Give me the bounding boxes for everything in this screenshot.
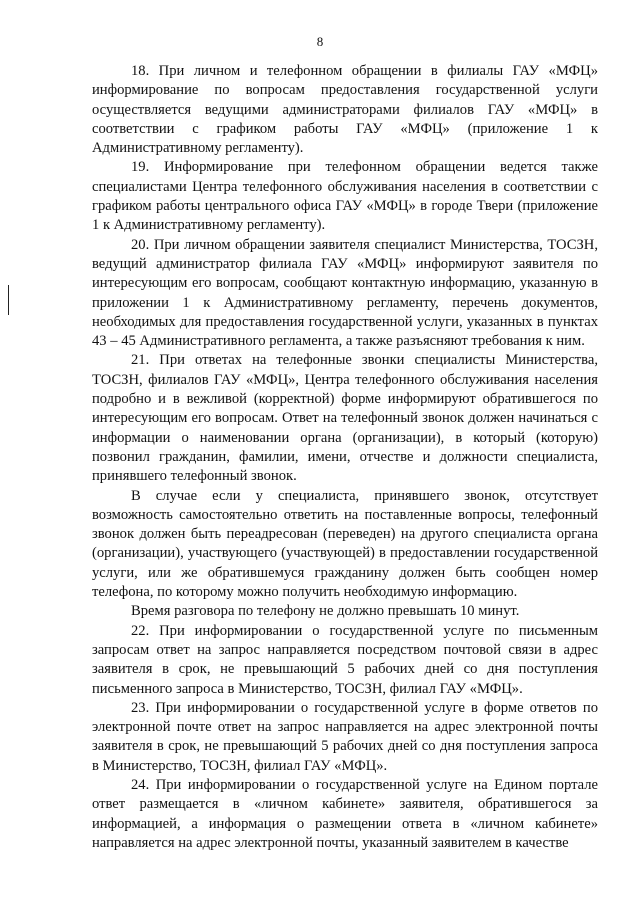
paragraph-21: 21. При ответах на телефонные звонки специалисты Министерства, ТОСЗН, филиалов ГАУ «МФЦ», Центра телефонного обслуживания населения подробно и в вежливой (корректной) форме информируют обратившегося по интересующим его вопросам. Ответ на телефонный звонок должен начинаться с информации о наименовании органа (организации), в который (которую) позвонил гражданин, фамилии, имени, отчестве и должности специалиста, принявшего телефонный звонок. [92,352,598,485]
paragraph-22: 22. При информировании о государственной услуге по письменным запросам ответ на запрос направляется посредством почтовой связи в адрес заявителя в срок, не превышающий 5 рабочих дней со дня поступления письменного запроса в Министерство, ТОСЗН, филиал ГАУ «МФЦ». [92,622,598,697]
document-body [92,62,598,853]
paragraph-21-redirect: В случае если у специалиста, принявшего звонок, отсутствует возможность самостоятельно ответить на поставленные вопросы, телефонный звонок должен быть переадресован (переведен) на другого специалиста органа (организации), участвующего (участвующей) в предоставлении государственной услуги, или же обратившемуся гражданину должен быть сообщен номер телефона, по которому можно получить необходимую информацию. [92,487,598,601]
paragraph-23: 23. При информировании о государственной услуге в форме ответов по электронной почте ответ на запрос направляется на адрес электронной почты заявителя в срок, не превышающий 5 рабочих дней со дня поступления запроса в Министерство, ТОСЗН, филиал ГАУ «МФЦ». [92,699,598,774]
page-number: 8 [316,34,324,49]
paragraph-20: 20. При личном обращении заявителя специалист Министерства, ТОСЗН, ведущий администратор филиала ГАУ «МФЦ» информируют заявителя по интересующим его вопросам, сообщают контактную информацию, указанную в приложении 1 к Административному регламенту, перечень документов, необходимых для предоставления государственной услуги, указанных в пунктах 43 – 45 Административного регламента, а также разъясняют требования к ним. [92,236,598,350]
paragraph-18: 18. При личном и телефонном обращении в филиалы ГАУ «МФЦ» информирование по вопросам предоставления государственной услуги осуществляется ведущими администраторами филиалов ГАУ «МФЦ» в соответствии с графиком работы ГАУ «МФЦ» (приложение 1 к Административному регламенту). [92,63,598,157]
paragraph-24: 24. При информировании о государственной услуге на Едином портале ответ размещается в «личном кабинете» заявителя, обратившегося за информацией, а информация о размещении ответа в «личном кабинете» направляется на адрес электронной почты, указанный заявителем в качестве [92,776,598,851]
paragraph-19: 19. Информирование при телефонном обращении ведется также специалистами Центра телефонного обслуживания населения в соответствии с графиком работы центрального офиса ГАУ «МФЦ» в городе Твери (приложение 1 к Административному регламенту). [92,159,598,234]
scan-margin-mark [8,285,9,315]
paragraph-21-time-limit: Время разговора по телефону не должно превышать 10 минут. [131,603,520,620]
